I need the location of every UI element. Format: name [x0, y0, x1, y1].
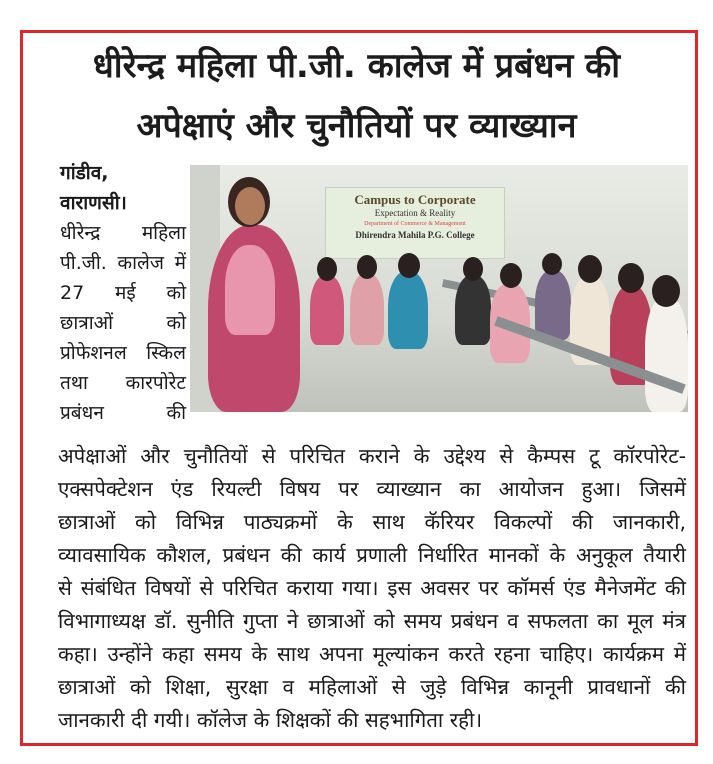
- intro-column: [60, 158, 186, 428]
- dateline-city: वाराणसी।: [60, 192, 127, 214]
- body-line: से संबंधित विषयों से परिचित कराया गया। इस अवसर पर कॉमर्स एंड मैनेजमेंट की: [58, 576, 686, 600]
- intro-line: प्रोफेशनल स्किल: [60, 342, 186, 364]
- banner-department: Department of Commerce & Management: [364, 221, 466, 227]
- body-line: कहा। उन्होंने कहा समय के साथ अपना मूल्यांकन करते रहना चाहिए। कार्यक्रम में: [58, 642, 686, 666]
- body-line: विभागाध्यक्ष डॉ. सुनीति गुप्ता ने छात्राओं को समय प्रबंधन व सफलता का मूल मंत्र: [58, 609, 686, 633]
- banner-title: Campus to Corporate: [354, 192, 476, 207]
- banner-subtitle: Expectation & Reality: [374, 208, 456, 218]
- photo-banner: [325, 187, 505, 259]
- body-line: अपेक्षाओं और चुनौतियों से परिचित कराने के उद्देश्य से कैम्पस टू कॉरपोरेट-: [58, 444, 686, 468]
- headline-line-2: अपेक्षाएं और चुनौतियों पर व्याख्यान: [136, 106, 577, 146]
- headline-line-1: धीरेन्द्र महिला पी.जी. कालेज में प्रबंधन की: [92, 46, 621, 86]
- intro-line: छात्राओं को: [60, 312, 186, 334]
- body-line: व्यावसायिक कौशल, प्रबंधन की कार्य प्रणाली निर्धारित मानकों के अनुकूल तैयारी: [58, 543, 686, 567]
- intro-line: पी.जी. कालेज में: [60, 252, 186, 274]
- body-line: जानकारी दी गयी। कॉलेज के शिक्षकों की सहभागिता रही।: [58, 708, 483, 732]
- banner-college: Dhirendra Mahila P.G. College: [355, 230, 475, 240]
- intro-line: प्रबंधन की: [60, 402, 186, 424]
- body-line: छात्राओं को विभिन्न पाठ्यक्रमों के साथ कॅरियर विकल्पों की जानकारी,: [58, 510, 686, 534]
- body-line: छात्राओं को शिक्षा, सुरक्षा व महिलाओं से जुड़े विभिन्न कानूनी प्रावधानों की: [58, 675, 686, 699]
- intro-line: तथा कारपोरेट: [60, 372, 186, 394]
- article-body: [58, 440, 686, 737]
- dateline-source: गांडीव,: [60, 162, 109, 184]
- body-line: एक्सपेक्टेशन एंड रियल्टी विषय पर व्याख्यान का आयोजन हुआ। जिसमें: [58, 477, 686, 501]
- event-photo: [190, 165, 688, 412]
- intro-line: धीरेन्द्र महिला: [60, 222, 186, 244]
- intro-line: 27 मई को: [60, 282, 186, 304]
